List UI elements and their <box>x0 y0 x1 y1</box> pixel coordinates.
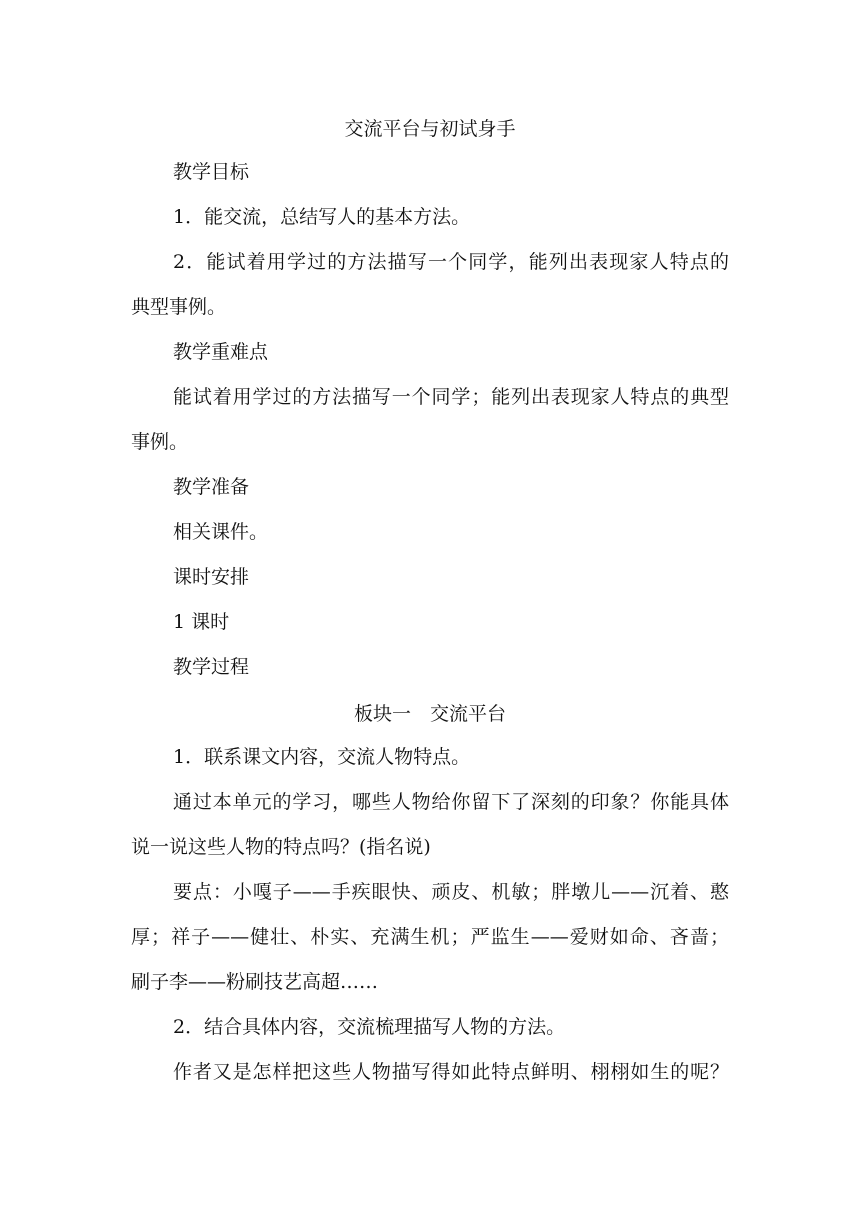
paragraph-line: 1 课时 <box>173 611 230 633</box>
paragraph-line: 事例。 <box>131 431 189 453</box>
paragraph-line: 要点：小嘎子——手疾眼快、顽皮、机敏；胖墩儿——沉着、憨 <box>173 881 729 903</box>
section-title: 板块一 交流平台 <box>353 703 506 725</box>
paragraph-line: 刷子李——粉刷技艺高超…… <box>131 971 379 993</box>
paragraph-line: 通过本单元的学习，哪些人物给你留下了深刻的印象？你能具体 <box>173 791 729 813</box>
paragraph-line: 作者又是怎样把这些人物描写得如此特点鲜明、栩栩如生的呢？ <box>173 1061 729 1083</box>
heading-schedule: 课时安排 <box>173 566 250 588</box>
heading-preparation: 教学准备 <box>173 476 250 498</box>
paragraph-line: 厚；祥子——健壮、朴实、充满生机；严监生——爱财如命、吝啬； <box>131 926 729 948</box>
doc-title: 交流平台与初试身手 <box>344 118 516 140</box>
heading-key-points: 教学重难点 <box>173 341 269 363</box>
paragraph-line: 2．能试着用学过的方法描写一个同学，能列出表现家人特点的 <box>173 251 729 273</box>
heading-objectives: 教学目标 <box>173 161 250 183</box>
paragraph-line: 2．结合具体内容，交流梳理描写人物的方法。 <box>173 1016 566 1038</box>
paragraph-line: 能试着用学过的方法描写一个同学；能列出表现家人特点的典型 <box>173 386 729 408</box>
paragraph-line: 1．能交流，总结写人的基本方法。 <box>173 206 471 228</box>
paragraph-line: 典型事例。 <box>131 296 227 318</box>
heading-process: 教学过程 <box>173 656 250 678</box>
paragraph-line: 相关课件。 <box>173 521 269 543</box>
paragraph-line: 1．联系课文内容，交流人物特点。 <box>173 746 471 768</box>
paragraph-line: 说一说这些人物的特点吗？(指名说) <box>131 836 431 858</box>
